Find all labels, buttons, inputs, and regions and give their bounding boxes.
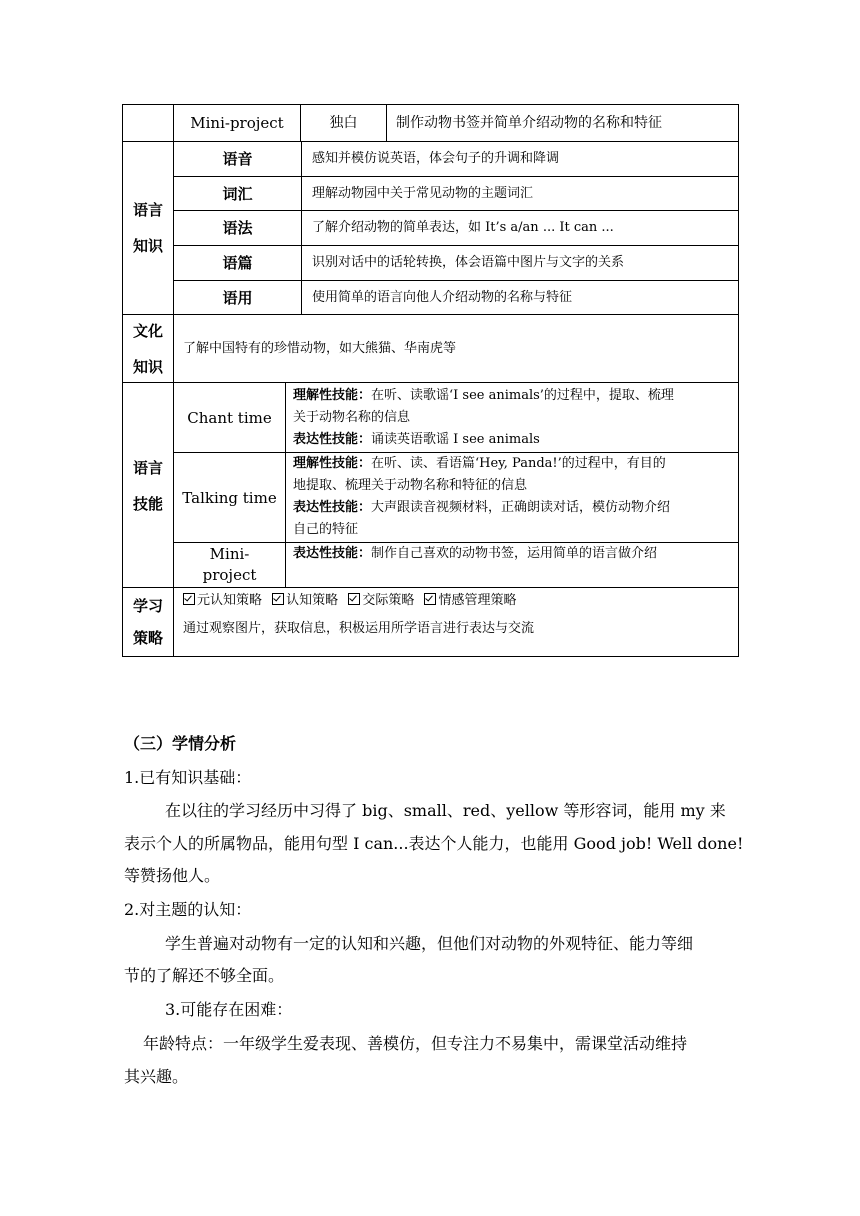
skill-line: 关于动物名称的信息	[293, 410, 411, 425]
paragraph-line: 表示个人的所属物品，能用句型 I can...表达个人能力，也能用 Good job! Well done!	[124, 834, 744, 853]
skill-type-label: 表达性技能：	[293, 546, 372, 561]
skill-line	[293, 385, 736, 407]
paragraph-line: 等赞扬他人。	[124, 866, 221, 885]
label-line: Mini-	[209, 545, 250, 563]
skill-desc: 在听、读歌谣‘I see animals’的过程中，提取、梳理	[371, 388, 674, 403]
mini-row-mode: 独白	[329, 114, 358, 131]
skill-desc: 在听、读、看语篇‘Hey, Panda!’的过程中，有目的	[371, 456, 666, 471]
skill-type-label: 表达性技能：	[293, 500, 372, 515]
skill-type-label: 表达性技能：	[293, 432, 372, 447]
learning-strategy-label	[123, 588, 173, 656]
skills-chant-time-text	[293, 385, 736, 451]
strategy-check-label: 认知策略	[286, 593, 339, 608]
knowledge-label-grammar: 语法	[222, 219, 253, 237]
skill-line	[293, 543, 736, 565]
skills-mini-project-label	[174, 544, 285, 586]
language-knowledge-label	[123, 190, 173, 266]
language-skills-label	[123, 448, 173, 524]
strategy-check-item	[424, 593, 516, 608]
checkbox-checked-icon	[424, 593, 436, 605]
skill-line: 地提取、梳理关于动物名称和特征的信息	[293, 478, 528, 493]
table-rule-v	[301, 141, 302, 314]
table-rule	[122, 587, 739, 588]
label-line: 学习	[132, 597, 163, 615]
label-line: 策略	[132, 629, 163, 647]
knowledge-text-discourse: 识别对话中的话轮转换，体会语篇中图片与文字的关系	[312, 255, 625, 270]
knowledge-label-pragmatics: 语用	[222, 288, 253, 307]
skill-desc: 制作自己喜欢的动物书签，运用简单的语言做介绍	[371, 546, 658, 561]
skills-talking-time-label: Talking time	[182, 488, 277, 507]
strategy-check-item	[348, 593, 414, 608]
skill-type-label: 理解性技能：	[293, 456, 372, 471]
skill-line	[293, 429, 736, 451]
knowledge-text-vocabulary: 理解动物园中关于常见动物的主题词汇	[312, 185, 534, 201]
strategy-text: 通过观察图片，获取信息，积极运用所学语言进行表达与交流	[183, 621, 535, 636]
checkbox-checked-icon	[183, 593, 195, 605]
section-heading: （三）学情分析	[124, 734, 237, 753]
mini-row-desc: 制作动物书签并简单介绍动物的名称和特征	[396, 114, 662, 131]
skill-line	[293, 453, 736, 475]
table-border-bottom	[122, 656, 739, 657]
paragraph-line: 其兴趣。	[124, 1067, 189, 1086]
label-line: 技能	[132, 495, 163, 513]
knowledge-label-discourse: 语篇	[222, 254, 253, 272]
table-rule-v	[285, 382, 286, 587]
checkbox-checked-icon	[272, 593, 284, 605]
skill-desc: 大声跟读音视频材料，正确朗读对话，模仿动物介绍	[371, 500, 671, 515]
culture-knowledge-text: 了解中国特有的珍惜动物，如大熊猫、华南虎等	[183, 340, 457, 356]
strategy-check-label: 情感管理策略	[438, 593, 517, 608]
table-rule-v	[386, 104, 387, 141]
strategy-check-label: 交际策略	[362, 593, 415, 608]
strategy-check-item	[183, 593, 262, 608]
knowledge-label-pronunciation: 语音	[222, 150, 253, 168]
paragraph-line: 年龄特点：一年级学生爱表现、善模仿，但专注力不易集中，需课堂活动维持	[143, 1034, 688, 1053]
skill-desc: 诵读英语歌谣 I see animals	[371, 432, 540, 447]
label-line: 语言	[132, 459, 163, 477]
paragraph-line: 节的了解还不够全面。	[124, 966, 285, 985]
mini-row-name: Mini-project	[190, 114, 284, 132]
checkbox-checked-icon	[348, 593, 360, 605]
label-line: 语言	[132, 201, 163, 219]
subsection-title: 2.对主题的认知：	[124, 900, 252, 919]
knowledge-text-pronunciation: 感知并模仿说英语，体会句子的升调和降调	[312, 151, 560, 166]
label-line: 文化	[132, 321, 163, 340]
strategy-checklist	[183, 590, 736, 612]
skill-line: 自己的特征	[293, 522, 359, 537]
culture-knowledge-label	[123, 315, 173, 382]
paragraph-line: 学生普遍对动物有一定的认知和兴趣，但他们对动物的外观特征、能力等细	[165, 934, 694, 953]
table-border-right	[738, 104, 739, 657]
strategy-check-item	[272, 593, 338, 608]
knowledge-text-grammar: 了解介绍动物的简单表达，如 It’s a/an ... It can ...	[312, 220, 614, 235]
skills-mini-project-text	[293, 543, 736, 565]
label-line: project	[202, 566, 257, 584]
subsection-title: 3.可能存在困难：	[165, 1000, 293, 1019]
subsection-title: 1.已有知识基础：	[124, 768, 252, 787]
label-line: 知识	[132, 357, 163, 376]
knowledge-text-pragmatics: 使用简单的语言向他人介绍动物的名称与特征	[312, 289, 573, 305]
skills-talking-time-text	[293, 453, 736, 541]
skill-line	[293, 497, 736, 519]
label-line: 知识	[132, 237, 163, 255]
knowledge-label-vocabulary: 词汇	[222, 184, 253, 203]
skills-chant-time-label: Chant time	[187, 408, 272, 427]
strategy-check-label: 元认知策略	[197, 593, 263, 608]
paragraph-line: 在以往的学习经历中习得了 big、small、red、yellow 等形容词，能用 my 来	[165, 801, 726, 820]
skill-type-label: 理解性技能：	[293, 388, 372, 403]
